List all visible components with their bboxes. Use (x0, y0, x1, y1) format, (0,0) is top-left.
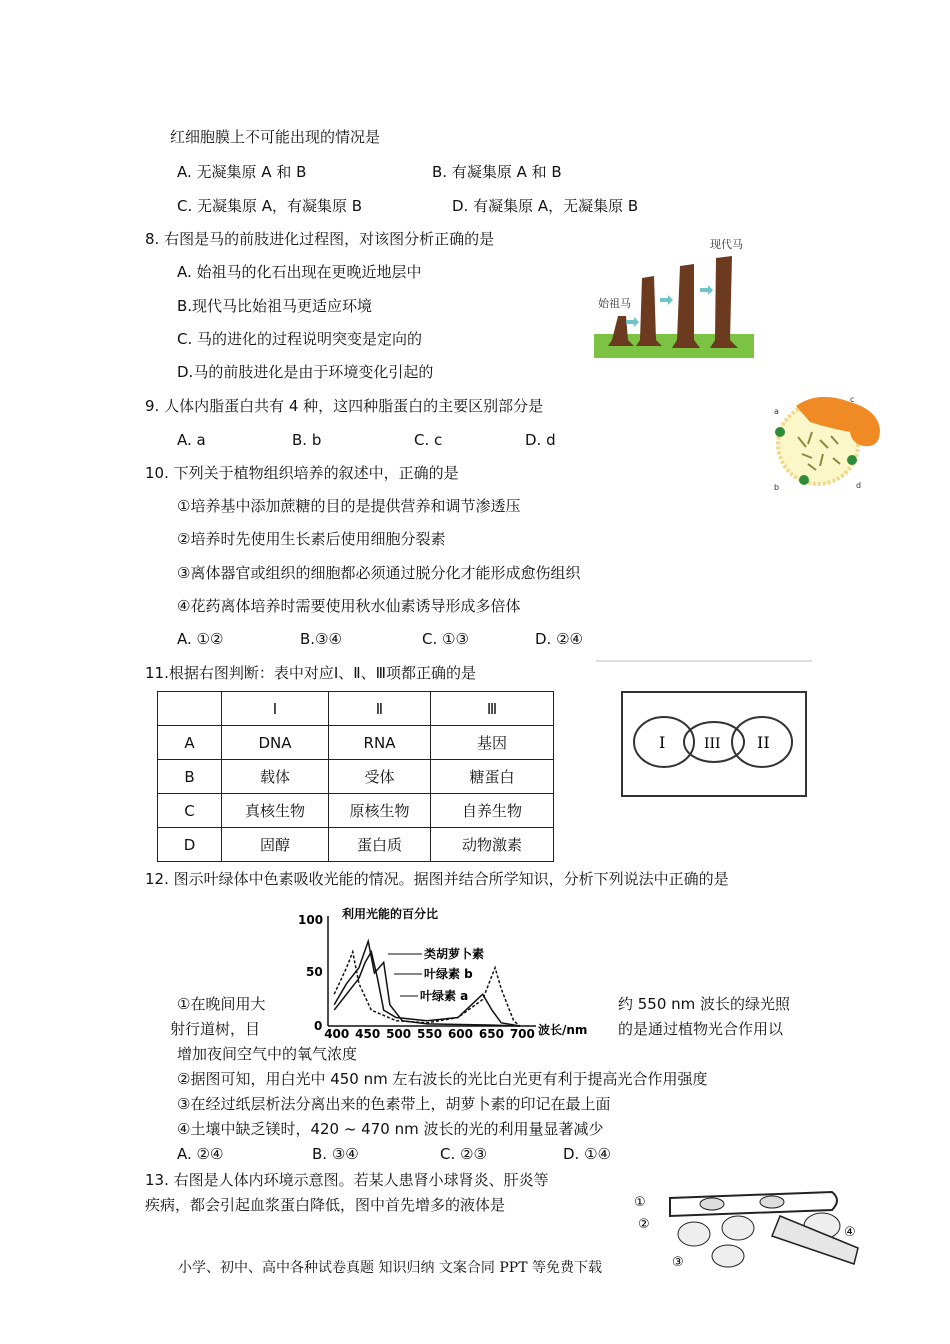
q12-option-d: D. ①④ (563, 1145, 611, 1163)
label-4: ④ (844, 1225, 856, 1240)
label-b: b (774, 483, 780, 492)
q12-statement-4: ④土壤中缺乏镁时，420 ~ 470 nm 波长的光的利用量显著减少 (177, 1120, 604, 1138)
chart-title: 利用光能的百分比 (342, 907, 439, 921)
label-2: ② (638, 1217, 650, 1232)
tissue-cell-1 (678, 1222, 710, 1246)
label-a: a (774, 407, 779, 416)
venn-label-2: II (757, 733, 770, 752)
q8-option-a: A. 始祖马的化石出现在更晚近地层中 (177, 263, 422, 281)
label-1: ① (634, 1195, 646, 1210)
protein-dot-1 (775, 427, 785, 437)
table-cell: DNA (222, 726, 329, 760)
table-cell: 真核生物 (222, 794, 329, 828)
label-modern-horse: 现代马 (710, 238, 743, 251)
arrow-3 (700, 285, 713, 295)
q12-option-c: C. ②③ (440, 1145, 487, 1163)
q7-option-b: B. 有凝集原 A 和 B (432, 163, 562, 181)
q12-option-a: A. ②④ (177, 1145, 224, 1163)
q7-option-a: A. 无凝集原 A 和 B (177, 163, 307, 181)
q10-statement-2: ②培养时先使用生长素后使用细胞分裂素 (177, 530, 446, 548)
q10-statement-4: ④花药离体培养时需要使用秋水仙素诱导形成多倍体 (177, 597, 521, 615)
table-cell: 蛋白质 (329, 828, 431, 862)
q12-statement-1-part-1: ①在晚间用大 (177, 995, 266, 1013)
table-cell: 固醇 (222, 828, 329, 862)
q9-option-b: B. b (292, 431, 322, 449)
q12-statement-1-part-3: 射行道树，目 (170, 1020, 261, 1038)
horse-evolution-figure (592, 236, 758, 360)
table-cell: 基因 (431, 726, 554, 760)
q12-stem: 12. 图示叶绿体中色素吸收光能的情况。据图并结合所学知识，分析下列说法中正确的是 (145, 870, 729, 888)
x-axis-label: 波长/nm (538, 1023, 588, 1037)
tissue-cell-2 (722, 1216, 754, 1240)
q10-statement-1: ①培养基中添加蔗糖的目的是提供营养和调节渗透压 (177, 497, 521, 515)
q12-statement-3: ③在经过纸层析法分离出来的色素带上，胡萝卜素的印记在最上面 (177, 1095, 611, 1113)
label-c: c (850, 395, 855, 404)
table-cell: D (158, 828, 222, 862)
lipoprotein-figure (768, 392, 888, 496)
footer-text: 小学、初中、高中各种试卷真题 知识归纳 文案合同 PPT 等免费下载 (178, 1260, 602, 1276)
label-3: ③ (672, 1255, 684, 1270)
q13-stem-line-1: 13. 右图是人体内环境示意图。若某人患肾小球肾炎、肝炎等 (145, 1171, 549, 1189)
table-row (158, 828, 554, 862)
q8-option-d: D.马的前肢进化是由于环境变化引起的 (177, 363, 434, 381)
q11-stem: 11.根据右图判断：表中对应Ⅰ、Ⅱ、Ⅲ项都正确的是 (145, 664, 477, 682)
arrow-1 (626, 317, 639, 327)
y-tick-100: 100 (298, 913, 324, 927)
table-cell: 糖蛋白 (431, 760, 554, 794)
protein-dot-3 (847, 455, 857, 465)
q12-option-b: B. ③④ (312, 1145, 359, 1163)
table-cell: 载体 (222, 760, 329, 794)
table-cell: 动物激素 (431, 828, 554, 862)
label-ancestor-horse: 始祖马 (598, 297, 631, 310)
x-tick: 400 (324, 1027, 350, 1040)
table-cell: B (158, 760, 222, 794)
q10-statement-3: ③离体器官或组织的细胞都必须通过脱分化才能形成愈伤组织 (177, 564, 581, 582)
x-tick: 600 (447, 1027, 473, 1040)
venn-figure (596, 658, 812, 798)
venn-label-1: I (659, 733, 666, 752)
q8-option-b: B.现代马比始祖马更适应环境 (177, 297, 373, 315)
table-header-cell: Ⅲ (431, 692, 554, 726)
q11-table (157, 691, 554, 862)
table-header-cell: Ⅱ (329, 692, 431, 726)
table-cell: C (158, 794, 222, 828)
table-cell: RNA (329, 726, 431, 760)
q12-statement-1-part-5: 增加夜间空气中的氧气浓度 (177, 1045, 358, 1063)
venn-label-3: III (704, 736, 721, 752)
table-row (158, 794, 554, 828)
legend-chlorophyll-a: 叶绿素 a (420, 989, 469, 1003)
table-row (158, 726, 554, 760)
q7-stem: 红细胞膜上不可能出现的情况是 (170, 128, 381, 146)
q10-option-b: B.③④ (300, 630, 342, 648)
table-header-cell (158, 692, 222, 726)
q8-option-c: C. 马的进化的过程说明突变是定向的 (177, 330, 423, 348)
q10-option-a: A. ①② (177, 630, 224, 648)
table-cell: 自养生物 (431, 794, 554, 828)
q9-option-d: D. d (525, 431, 556, 449)
q12-statement-1-part-2: 约 550 nm 波长的绿光照 (618, 995, 791, 1013)
table-header-cell: Ⅰ (222, 692, 329, 726)
q12-statement-1-part-4: 的是通过植物光合作用以 (618, 1020, 784, 1038)
table-cell: 原核生物 (329, 794, 431, 828)
legend-carotene: 类胡萝卜素 (424, 947, 485, 961)
label-d: d (856, 481, 862, 490)
y-tick-50: 50 (306, 965, 323, 979)
capillary (670, 1192, 837, 1216)
x-tick: 450 (355, 1027, 381, 1040)
q10-option-c: C. ①③ (422, 630, 469, 648)
table-header-row (158, 692, 554, 726)
protein-dot-2 (799, 475, 809, 485)
y-tick-0: 0 (314, 1019, 323, 1033)
blood-cell-2 (760, 1196, 784, 1208)
legend-chlorophyll-b: 叶绿素 b (424, 967, 473, 981)
q9-stem: 9. 人体内脂蛋白共有 4 种，这四种脂蛋白的主要区别部分是 (145, 397, 544, 415)
table-cell: 受体 (329, 760, 431, 794)
absorption-chart (290, 900, 610, 1040)
x-tick: 550 (417, 1027, 443, 1040)
q10-stem: 10. 下列关于植物组织培养的叙述中，正确的是 (145, 464, 459, 482)
q7-option-c: C. 无凝集原 A，有凝集原 B (177, 197, 363, 215)
q8-stem: 8. 右图是马的前肢进化过程图，对该图分析正确的是 (145, 230, 495, 248)
x-tick: 500 (386, 1027, 412, 1040)
blood-cell-1 (700, 1198, 724, 1210)
arrow-2 (660, 295, 673, 305)
tissue-cell-3 (712, 1245, 744, 1267)
q9-option-a: A. a (177, 431, 206, 449)
x-tick-labels (324, 1027, 535, 1040)
q10-option-d: D. ②④ (535, 630, 583, 648)
x-tick: 700 (509, 1027, 535, 1040)
q12-statement-2: ②据图可知，用白光中 450 nm 左右波长的光比白光更有利于提高光合作用强度 (177, 1070, 708, 1088)
table-cell: A (158, 726, 222, 760)
table-row (158, 760, 554, 794)
internal-environment-figure (632, 1186, 864, 1272)
q7-option-d: D. 有凝集原 A，无凝集原 B (452, 197, 639, 215)
x-tick: 650 (478, 1027, 504, 1040)
q13-stem-line-2: 疾病，都会引起血浆蛋白降低，图中首先增多的液体是 (145, 1196, 506, 1214)
q9-option-c: C. c (414, 431, 443, 449)
